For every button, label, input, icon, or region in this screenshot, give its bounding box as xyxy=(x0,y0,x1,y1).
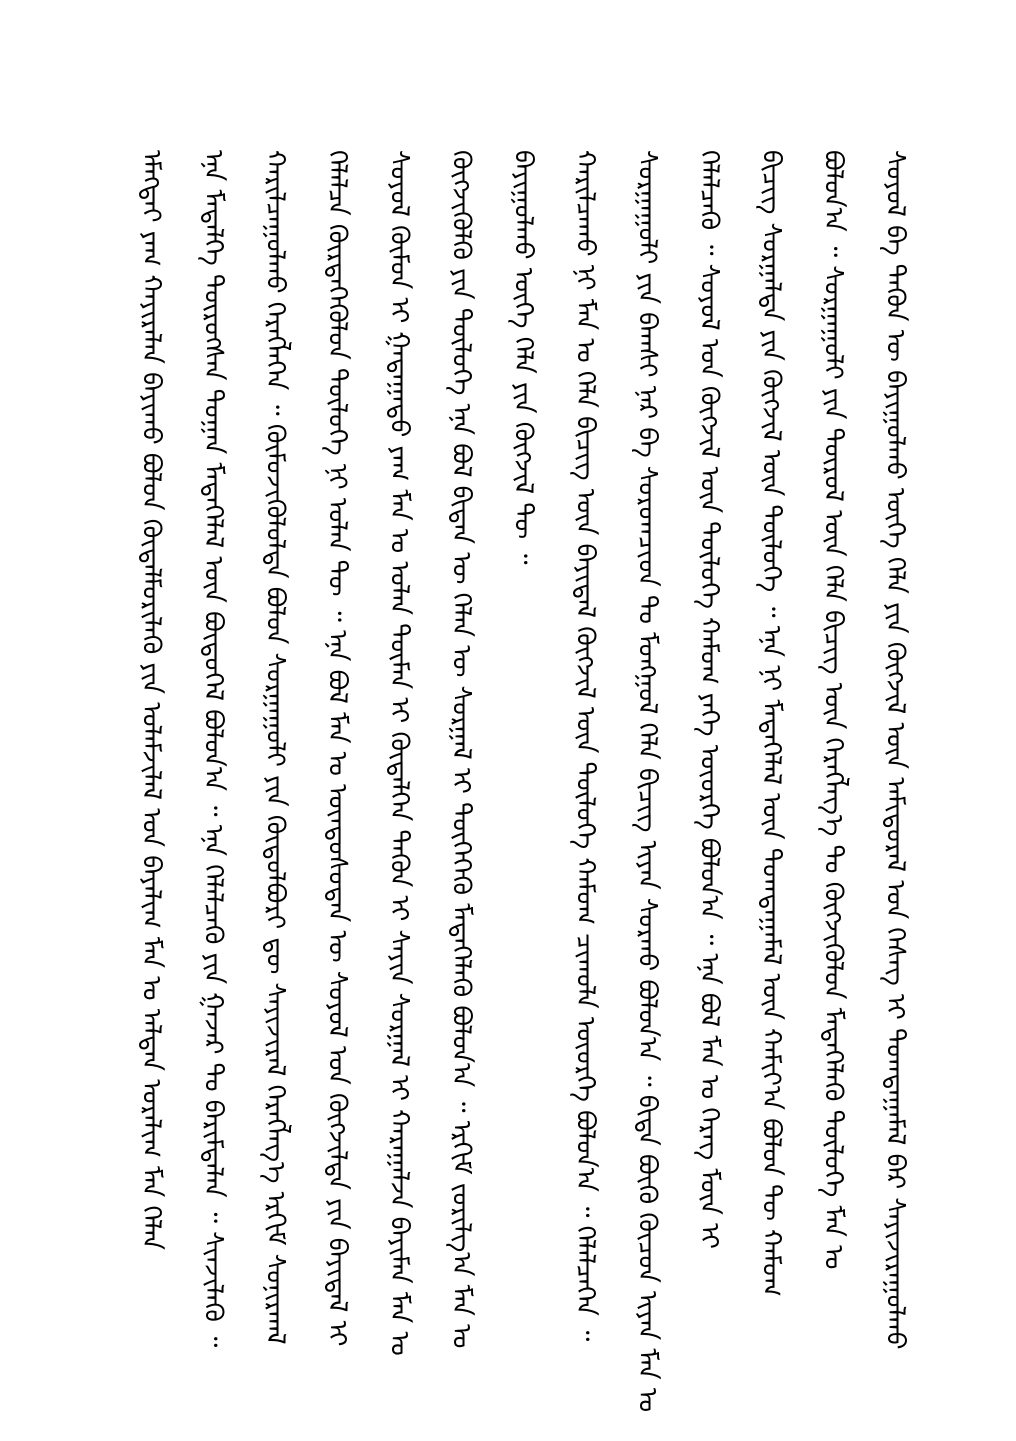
text-line: ᠪᠢᠴᠢᠭ ᠰᠤᠷᠭᠠᠯᠲᠠ ᠶᠢᠨ ᠬᠥᠭᠵᠢᠯ ᠦᠨ ᠲᠥᠯᠥᠭᠡ ᠃ ᠡᠨᠡ ᠨᠢ ᠮᠡᠳᠡᠭᠡᠯᠡᠯ ᠦᠨ ᠲᠣᠭᠲᠠᠭᠠᠮᠠᠯ ᠦᠨ ᠬᠠᠮᠢᠶ᠎ᠠ ᠪᠣᠯᠤᠨ ᠲᠦ ᠬᠠᠮᠤᠭ xyxy=(756,150,786,1297)
text-line: ᠰᠣᠶᠣᠯ ᠬᠦᠮᠦᠨ ᠢ ᠭᠠᠳᠠᠭᠠᠳᠤ ᠶᠠᠭ ᠮᠠᠨ ᠤ ᠣᠯᠠᠨ ᠲᠥᠮᠡᠨ ᠢ ᠬᠥᠳᠡᠯᠭᠡᠨ ᠲᠡᠭᠦᠨ ᠢ ᠰᠠᠶᠢᠨ ᠰᠤᠷᠭᠠᠯ ᠢ ᠬᠠᠷᠠᠭᠠᠯᠵᠠ ᠪᠠᠶᠢᠮᠠᠨ ᠮᠠᠨ ᠤ xyxy=(384,150,414,1356)
text-line: ᠬᠡᠯᠡᠯᠴᠡ ᠬᠦᠷᠲᠡᠭᠡᠭᠦᠯᠦᠨ ᠲᠥᠯᠥᠭᠡ ᠨᠢ ᠣᠯᠠᠨ ᠲᠦ ᠃ ᠡᠨᠡ ᠪᠣᠯ ᠮᠠᠨ ᠤ ᠦᠨᠳᠦᠰᠦᠲᠡᠨ ᠦ ᠰᠣᠶᠣᠯ ᠤᠨ ᠬᠥᠭᠵᠢᠯᠲᠡ ᠶᠢᠨ ᠪᠠᠶᠢᠳᠠᠯ ᠢ xyxy=(322,150,352,1347)
text-line: ᠬᠥᠭᠵᠢᠭᠦᠯᠬᠦ ᠶᠢᠨ ᠲᠥᠯᠥᠭᠡ ᠡᠨᠡ ᠪᠣᠯ ᠪᠢᠳᠡᠨ ᠦ ᠬᠡᠯᠡᠨ ᠦ ᠰᠤᠷᠭᠠᠯ ᠢ ᠲᠦᠭᠡᠭᠡᠬᠦ ᠮᠡᠳᠡᠭᠡᠯᠡᠬᠦ ᠪᠣᠯᠤᠨ᠎ᠠ ᠃ ᠡᠷᠬᠢᠮ ᠵᠣᠷᠢᠯᠭ᠎ᠠ ᠮᠠᠨ ᠤ xyxy=(446,150,476,1349)
text-line: ᠬᠡᠯᠡᠯᠴᠡᠬᠦ ᠃ ᠰᠣᠶᠣᠯ ᠤᠨ ᠬᠥᠭᠵᠢᠯ ᠦᠨ ᠲᠥᠯᠥᠭᠡ ᠬᠠᠮᠤᠭ ᠶᠡᠬᠡ ᠦᠦᠷᠭᠡ ᠪᠣᠯᠤᠨ᠎ᠠ ᠃ ᠡᠨᠡ ᠪᠣᠯ ᠮᠠᠨ ᠤ ᠬᠡᠷᠡᠭ ᠮᠥᠨ ᠢ xyxy=(694,150,724,1249)
text-line: ᠪᠠᠶᠢᠭᠤᠯᠬᠤ ᠦᠭᠡ ᠬᠡᠯᠡ ᠶᠢᠨ ᠬᠥᠭᠵᠢᠯ ᠲᠦ ᠃ xyxy=(508,150,538,565)
text-line: ᠰᠣᠶᠣᠯ ᠪᠠ ᠲᠡᠭᠦᠨ ᠦ ᠪᠠᠶᠢᠭᠤᠯᠬᠤ ᠦᠭᠡ ᠬᠡᠯᠡ ᠶᠢᠨ ᠬᠥᠭᠵᠢᠯ ᠦᠨ ᠠᠮᠢᠳᠤᠷᠠᠯ ᠤᠨ ᠬᠡᠰᠡᠭ ᠢ ᠲᠣᠭᠲᠠᠭᠠᠮᠠᠯ ᠪᠠᠷ ᠰᠠᠶᠢᠵᠢᠷᠠᠭᠤᠯᠬᠤ xyxy=(880,150,910,1350)
text-line: ᠬᠠᠷᠢᠯᠴᠠᠭᠤᠯᠬᠤ ᠬᠡᠷᠡᠭᠯᠡᠭᠡᠨ ᠃ ᠬᠥᠮᠦᠵᠢᠭᠦᠯᠦᠯᠲᠡ ᠪᠣᠯᠣᠨ ᠰᠤᠷᠭᠠᠭᠤᠯᠢ ᠶᠢᠨ ᠬᠥᠲᠥᠯᠪᠦᠷᠢ ᠳᠦ ᠰᠠᠶᠢᠵᠢᠷᠠᠯ ᠬᠡᠷᠡᠭᠯᠡᠭ᠎ᠡ ᠡᠷᠬᠢᠮ ᠰᠣᠨᠢᠷᠬᠠᠯ xyxy=(260,150,290,1345)
text-line: ᠡᠨᠡ ᠮᠡᠳᠡᠯᠭᠡ ᠲᠥᠷᠥᠭᠰᠡᠨ ᠲᠣᠭᠠᠨ ᠮᠡᠳᠡᠭᠡᠯᠡᠯ ᠦᠨ ᠪᠦᠲᠦᠭᠡᠯ ᠪᠣᠯᠤᠨ᠎ᠠ ᠃ ᠡᠨᠡ ᠬᠡᠯᠡᠯᠴᠡᠬᠦ ᠶᠢᠨ ᠭᠠᠵᠠᠷ ᠲᠤ ᠪᠠᠷᠢᠮᠲᠠᠯᠠᠨ ᠃ ᠰᠢᠨᠵᠢᠯᠡᠬᠦ ᠃ xyxy=(198,150,228,1348)
text-line: ᠪᠣᠯᠤᠨ᠎ᠠ ᠃ ᠰᠤᠷᠭᠠᠭᠤᠯᠢ ᠶᠢᠨ ᠲᠥᠷᠥᠯ ᠦᠨ ᠬᠡᠯᠡ ᠪᠢᠴᠢᠭ ᠦᠨ ᠬᠡᠷᠡᠭᠯᠡᠭ᠎ᠡ ᠲᠤ ᠬᠥᠭᠵᠢᠭᠦᠯᠦᠨ ᠮᠡᠳᠡᠭᠡᠯᠡᠬᠦ ᠲᠥᠯᠥᠭᠡ ᠮᠠᠨ ᠤ xyxy=(818,150,848,1270)
vertical-mongolian-text-block xyxy=(120,150,910,1413)
text-line: ᠡᠮᠡᠭᠲᠡᠶ ᠶᠠᠭ ᠬᠠᠶᠢᠷᠠᠯᠠᠨ ᠪᠠᠶᠢᠬᠤ ᠪᠣᠯᠣᠨ ᠬᠥᠳᠡᠯᠮᠦᠷᠢᠯᠡᠬᠦ ᠶᠢᠨ ᠤᠯᠠᠮᠵᠢᠯᠠᠯ ᠤᠨ ᠪᠠᠶᠠᠯᠢᠭ ᠮᠠᠨ ᠤ ᠠᠯᠲᠠᠨ ᠤᠷᠠᠯᠢᠭ ᠮᠠᠨ ᠬᠡᠯᠡᠨ xyxy=(136,150,166,1250)
text-line: ᠰᠤᠷᠭᠠᠭᠤᠯᠢ ᠶᠢᠨ ᠪᠠᠭᠰᠢ ᠨᠠᠷ ᠪᠠ ᠰᠤᠷᠤᠭᠴᠢᠳ ᠲᠤ ᠮᠣᠩᠭᠣᠯ ᠬᠡᠯᠡ ᠪᠢᠴᠢᠭ ᠢᠶᠡᠨ ᠰᠤᠷᠬᠤ ᠪᠣᠯᠤᠨ᠎ᠠ ᠃ ᠪᠢᠳᠡ ᠪᠦᠬᠦ ᠬᠦᠴᠦᠨ ᠢᠶᠡᠨ ᠮᠠᠨ ᠤ xyxy=(632,150,662,1413)
text-line: ᠬᠠᠷᠢᠯᠴᠠᠬᠤ ᠨᠢ ᠮᠠᠨ ᠤ ᠬᠡᠯᠡ ᠪᠢᠴᠢᠭ ᠦᠨ ᠪᠠᠶᠢᠳᠠᠯ ᠬᠥᠭᠵᠢᠯ ᠦᠨ ᠲᠥᠯᠥᠭᠡ ᠬᠠᠮᠤᠭ ᠴᠢᠬᠤᠯᠠ ᠦᠦᠷᠭᠡ ᠪᠣᠯᠤᠨ᠎ᠠ ᠃ ᠬᠡᠯᠡᠯᠴᠡᠭᠡᠨ ᠃ xyxy=(570,150,600,1342)
